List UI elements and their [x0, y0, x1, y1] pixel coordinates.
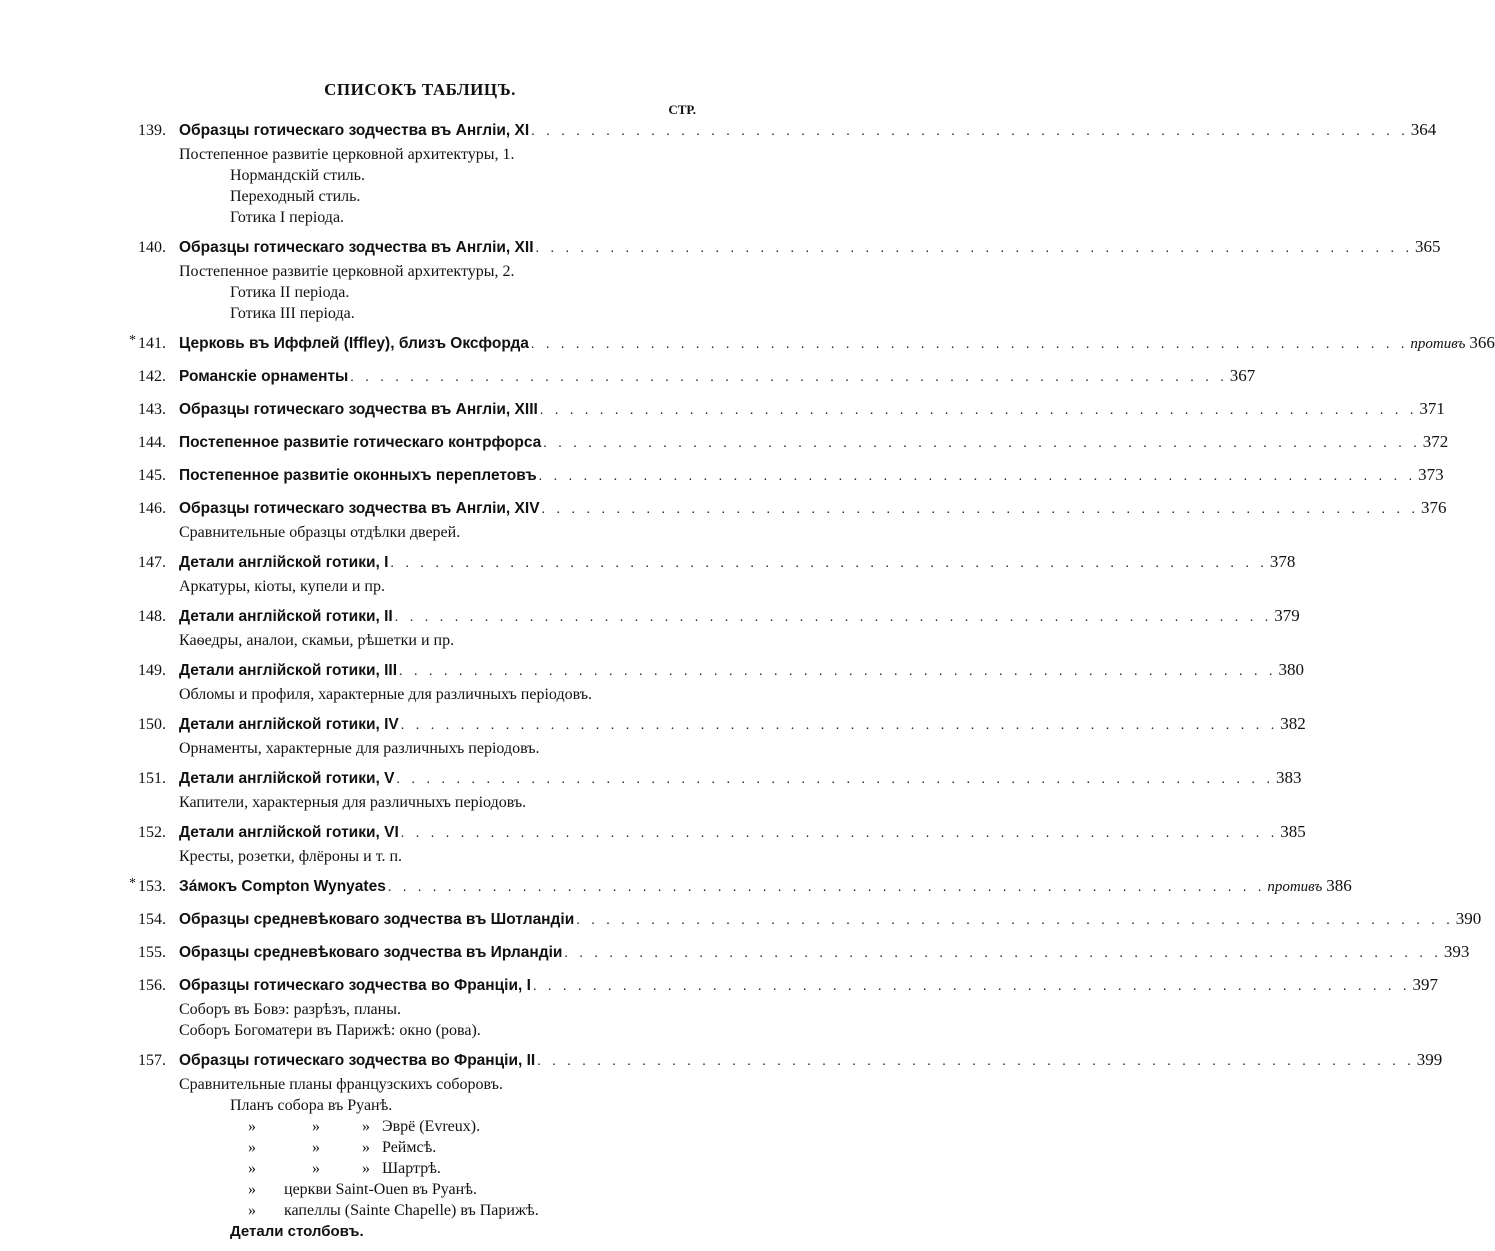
- toc-entry-row: [138, 1050, 1443, 1074]
- entry-subitem: Переходный стиль.: [230, 188, 361, 205]
- toc-entry-row: [138, 237, 1441, 261]
- entry-title: Образцы готическаго зодчества во Франціи, I: [179, 977, 531, 994]
- plan-text: Реймсѣ.: [382, 1139, 437, 1156]
- toc-entry: [129, 876, 1352, 900]
- entry-number: 142.: [138, 368, 166, 385]
- dot-leader: . . . . . . . . . . . . . . . . . . . . . . . . . . . . . . . . . . . . . . . . . . . . . . . . . . . . . . . . . . .: [396, 772, 1274, 787]
- dot-leader: . . . . . . . . . . . . . . . . . . . . . . . . . . . . . . . . . . . . . . . . . . . . . . . . . . . . . . . . . . .: [539, 403, 1418, 418]
- plan-row: [230, 1137, 698, 1158]
- ditto-mark: »: [312, 1139, 320, 1156]
- dot-leader: . . . . . . . . . . . . . . . . . . . . . . . . . . . . . . . . . . . . . . . . . . . . . . . . . . . . . . . . . . .: [350, 370, 1228, 385]
- dot-leader: . . . . . . . . . . . . . . . . . . . . . . . . . . . . . . . . . . . . . . . . . . . . . . . . . . . . . . . . . . .: [538, 469, 1417, 484]
- entry-number: 150.: [138, 716, 166, 733]
- entry-page-number: 372: [1422, 432, 1449, 451]
- toc-entry-row: [138, 714, 1306, 738]
- entry-page-number: 365: [1415, 237, 1441, 256]
- plan-text: Эврё (Evreux).: [382, 1118, 481, 1135]
- entry-number: 152.: [138, 824, 166, 841]
- entry-subtitle: Аркатуры, кіоты, купели и пр.: [179, 578, 385, 595]
- entry-page-number: 383: [1275, 768, 1302, 787]
- entry-page-number: 380: [1278, 660, 1305, 679]
- dot-leader: . . . . . . . . . . . . . . . . . . . . . . . . . . . . . . . . . . . . . . . . . . . . . . . . . . . . . . . . . . .: [535, 241, 1413, 256]
- entry-page-number: 386: [1326, 876, 1352, 895]
- toc-entry-row: [138, 606, 1300, 630]
- dot-leader: . . . . . . . . . . . . . . . . . . . . . . . . . . . . . . . . . . . . . . . . . . . . . . . . . . . . . . . . . . .: [541, 502, 1420, 517]
- toc-entry: [138, 909, 1482, 933]
- plan-row: [230, 1200, 698, 1221]
- entry-number: 156.: [138, 977, 166, 994]
- toc-entry: [138, 1050, 1443, 1242]
- dot-leader: . . . . . . . . . . . . . . . . . . . . . . . . . . . . . . . . . . . . . . . . . . . . . . . . . . . . . . . . . . .: [399, 664, 1277, 679]
- toc-entry: [129, 333, 1495, 357]
- toc-entry-row: [138, 432, 1449, 456]
- entry-page-number: 371: [1419, 399, 1445, 418]
- entry-page-number: 379: [1274, 606, 1300, 625]
- entry-page-number: 378: [1269, 552, 1296, 571]
- entry-page-number: 382: [1280, 714, 1306, 733]
- entry-page-number: 364: [1410, 120, 1437, 139]
- toc-entry: [138, 120, 1437, 228]
- entry-title: Образцы готическаго зодчества въ Англіи, XI: [179, 122, 530, 139]
- entry-title: Постепенное развитіе готическаго контрфорса: [179, 434, 542, 451]
- ditto-mark: »: [362, 1160, 370, 1177]
- toc-entry-row: [138, 399, 1445, 423]
- toc-entry: [138, 237, 1441, 324]
- toc-entry-row: [138, 942, 1470, 966]
- entry-subtitle: Капители, характерныя для различныхъ періодовъ.: [179, 794, 527, 811]
- entry-title: Детали англійской готики, IV: [179, 716, 399, 733]
- asterisk-marker: *: [129, 333, 136, 348]
- entry-subtitle: Постепенное развитіе церковной архитектуры, 2.: [179, 263, 515, 280]
- dot-leader: . . . . . . . . . . . . . . . . . . . . . . . . . . . . . . . . . . . . . . . . . . . . . . . . . . . . . . . . . . .: [400, 826, 1279, 841]
- plan-row: [230, 1179, 698, 1200]
- entry-number: 149.: [138, 662, 166, 679]
- toc-entry: [138, 660, 1305, 705]
- toc-entry-row: [138, 552, 1296, 576]
- entry-title: Образцы средневѣковаго зодчества въ Ирландіи: [179, 944, 563, 961]
- plan-row: [230, 1095, 698, 1116]
- entry-subtitle: Кресты, розетки, флёроны и т. п.: [179, 848, 403, 865]
- toc-entry: [138, 432, 1449, 456]
- ditto-mark: »: [362, 1139, 370, 1156]
- toc-entry: [138, 942, 1470, 966]
- entry-number: 154.: [138, 911, 166, 928]
- plan-text: Планъ собора въ Руанѣ.: [230, 1097, 393, 1114]
- entry-subtitle: Орнаменты, характерные для различныхъ періодовъ.: [179, 740, 540, 757]
- page-prefix: противъ: [1410, 336, 1466, 352]
- page-column-label: СТР.: [668, 102, 696, 117]
- toc-entry: [138, 975, 1438, 1041]
- entry-number: 146.: [138, 500, 166, 517]
- toc-entry-row: [138, 975, 1438, 999]
- entry-subitem: Готика I періода.: [230, 209, 345, 226]
- entry-title: Постепенное развитіе оконныхъ переплетовъ: [179, 467, 537, 484]
- plan-row: [230, 1158, 698, 1179]
- entry-title: Образцы готическаго зодчества въ Англіи, XIV: [179, 500, 540, 517]
- entry-title: Детали англійской готики, II: [179, 608, 393, 625]
- toc-entry-row: [138, 822, 1306, 846]
- entry-title: Церковь въ Иффлей (Iffley), близъ Оксфорда: [179, 335, 529, 352]
- toc-entry-row: [138, 120, 1437, 144]
- ditto-mark: »: [362, 1118, 370, 1135]
- dot-leader: . . . . . . . . . . . . . . . . . . . . . . . . . . . . . . . . . . . . . . . . . . . . . . . . . . . . . . . . . . .: [564, 946, 1442, 961]
- entry-subtitle: Соборъ Богоматери въ Парижѣ: окно (рова).: [179, 1022, 481, 1039]
- plan-text: Шартрѣ.: [382, 1160, 441, 1177]
- entry-page-number: 385: [1280, 822, 1306, 841]
- dot-leader: . . . . . . . . . . . . . . . . . . . . . . . . . . . . . . . . . . . . . . . . . . . . . . . . . . . . . . . . . . .: [390, 556, 1268, 571]
- entry-page-number: 390: [1455, 909, 1482, 928]
- entry-page-number: 393: [1443, 942, 1470, 961]
- entry-subitem: Готика II періода.: [230, 284, 350, 301]
- entry-subtitle: Сравнительные планы французскихъ соборовъ.: [179, 1076, 503, 1093]
- entry-number: 139.: [138, 122, 166, 139]
- plan-row: [230, 1116, 698, 1137]
- page-prefix: противъ: [1267, 879, 1323, 895]
- plan-text: капеллы (Sainte Chapelle) въ Парижѣ.: [284, 1202, 539, 1219]
- dot-leader: . . . . . . . . . . . . . . . . . . . . . . . . . . . . . . . . . . . . . . . . . . . . . . . . . . . . . . . . . . .: [576, 913, 1454, 928]
- entry-subtitle: Постепенное развитіе церковной архитектуры, 1.: [179, 146, 515, 163]
- entry-page-number: 397: [1412, 975, 1438, 994]
- entry-title: Детали англійской готики, V: [179, 770, 395, 787]
- dot-leader: . . . . . . . . . . . . . . . . . . . . . . . . . . . . . . . . . . . . . . . . . . . . . . . . . . . . . . . . . . .: [530, 337, 1409, 352]
- dot-leader: . . . . . . . . . . . . . . . . . . . . . . . . . . . . . . . . . . . . . . . . . . . . . . . . . . . . . . . . . . .: [400, 718, 1279, 733]
- toc-entry-row: [138, 366, 1256, 390]
- entry-subtitle: Каѳедры, аналои, скамьи, рѣшетки и пр.: [179, 632, 455, 649]
- dot-leader: . . . . . . . . . . . . . . . . . . . . . . . . . . . . . . . . . . . . . . . . . . . . . . . . . . . . . . . . . . .: [387, 880, 1266, 895]
- entry-title: Образцы средневѣковаго зодчества въ Шотландіи: [179, 911, 575, 928]
- toc-entry-row: [129, 333, 1495, 357]
- entry-subitem: Готика III періода.: [230, 305, 355, 322]
- ditto-mark: »: [312, 1118, 320, 1135]
- toc-entry: [138, 552, 1296, 597]
- entry-page-number: 373: [1418, 465, 1444, 484]
- entry-subtitle: Сравнительные образцы отдѣлки дверей.: [179, 524, 461, 541]
- entry-page-number: 399: [1416, 1050, 1443, 1069]
- toc-entry: [138, 498, 1447, 543]
- asterisk-marker: *: [129, 876, 136, 891]
- toc-entry-row: [138, 660, 1305, 684]
- plan-text: церкви Saint-Ouen въ Руанѣ.: [284, 1181, 477, 1198]
- toc-entry: [138, 822, 1306, 867]
- toc-entry-row: [138, 465, 1444, 489]
- toc-entry: [138, 465, 1444, 489]
- entry-number: 140.: [138, 239, 166, 256]
- toc-entry-row: [138, 909, 1482, 933]
- entry-title: Образцы готическаго зодчества во Франціи, II: [179, 1052, 536, 1069]
- entry-number: 144.: [138, 434, 166, 451]
- ditto-mark: »: [312, 1160, 320, 1177]
- entry-subtitle: Соборъ въ Бовэ: разрѣзъ, планы.: [179, 1001, 401, 1018]
- dot-leader: . . . . . . . . . . . . . . . . . . . . . . . . . . . . . . . . . . . . . . . . . . . . . . . . . . . . . . . . . . .: [543, 436, 1421, 451]
- entry-page-number: 366: [1469, 333, 1495, 352]
- ditto-mark: »: [248, 1202, 256, 1219]
- entry-number: 157.: [138, 1052, 166, 1069]
- dot-leader: . . . . . . . . . . . . . . . . . . . . . . . . . . . . . . . . . . . . . . . . . . . . . . . . . . . . . . . . . . .: [531, 124, 1409, 139]
- entry-number: 148.: [138, 608, 166, 625]
- toc-entry-row: [129, 876, 1352, 900]
- entry-number: 153.: [138, 878, 166, 895]
- entry-title: Детали англійской готики, VI: [179, 824, 399, 841]
- ditto-mark: »: [248, 1139, 256, 1156]
- entry-number: 145.: [138, 467, 166, 484]
- table-of-plates: [129, 120, 1495, 1251]
- dot-leader: . . . . . . . . . . . . . . . . . . . . . . . . . . . . . . . . . . . . . . . . . . . . . . . . . . . . . . . . . . .: [532, 979, 1411, 994]
- toc-entry: [138, 714, 1306, 759]
- entry-number: 147.: [138, 554, 166, 571]
- entry-number: 151.: [138, 770, 166, 787]
- entry-page-number: 367: [1229, 366, 1256, 385]
- toc-entry: [138, 768, 1302, 813]
- ditto-mark: »: [248, 1160, 256, 1177]
- entry-subtitle: Обломы и профиля, характерные для различныхъ періодовъ.: [179, 686, 593, 703]
- entry-number: 155.: [138, 944, 166, 961]
- toc-entry: [138, 606, 1300, 651]
- entry-title: Детали англійской готики, III: [179, 662, 398, 679]
- toc-entry: [138, 399, 1445, 423]
- entry-page-number: 376: [1421, 498, 1447, 517]
- ditto-mark: »: [248, 1118, 256, 1135]
- toc-entry: [138, 366, 1256, 390]
- final-line: Детали столбовъ.: [230, 1223, 364, 1240]
- dot-leader: . . . . . . . . . . . . . . . . . . . . . . . . . . . . . . . . . . . . . . . . . . . . . . . . . . . . . . . . . . .: [394, 610, 1273, 625]
- ditto-mark: »: [248, 1181, 256, 1198]
- plans-list: [138, 1095, 698, 1242]
- entry-title: Образцы готическаго зодчества въ Англіи, XII: [179, 239, 534, 256]
- entry-title: Детали англійской готики, I: [179, 554, 389, 571]
- toc-entry-row: [138, 498, 1447, 522]
- entry-title: Зáмокъ Compton Wynyates: [179, 878, 386, 895]
- entry-title: Романскіе орнаменты: [179, 368, 349, 385]
- entry-subitem: Нормандскій стиль.: [230, 167, 365, 184]
- entry-number: 141.: [138, 335, 166, 352]
- entry-title: Образцы готическаго зодчества въ Англіи, XIII: [179, 401, 538, 418]
- entry-number: 143.: [138, 401, 166, 418]
- page-title: СПИСОКЪ ТАБЛИЦЪ.: [324, 80, 516, 99]
- toc-entry-row: [138, 768, 1302, 792]
- dot-leader: . . . . . . . . . . . . . . . . . . . . . . . . . . . . . . . . . . . . . . . . . . . . . . . . . . . . . . . . . . .: [537, 1054, 1415, 1069]
